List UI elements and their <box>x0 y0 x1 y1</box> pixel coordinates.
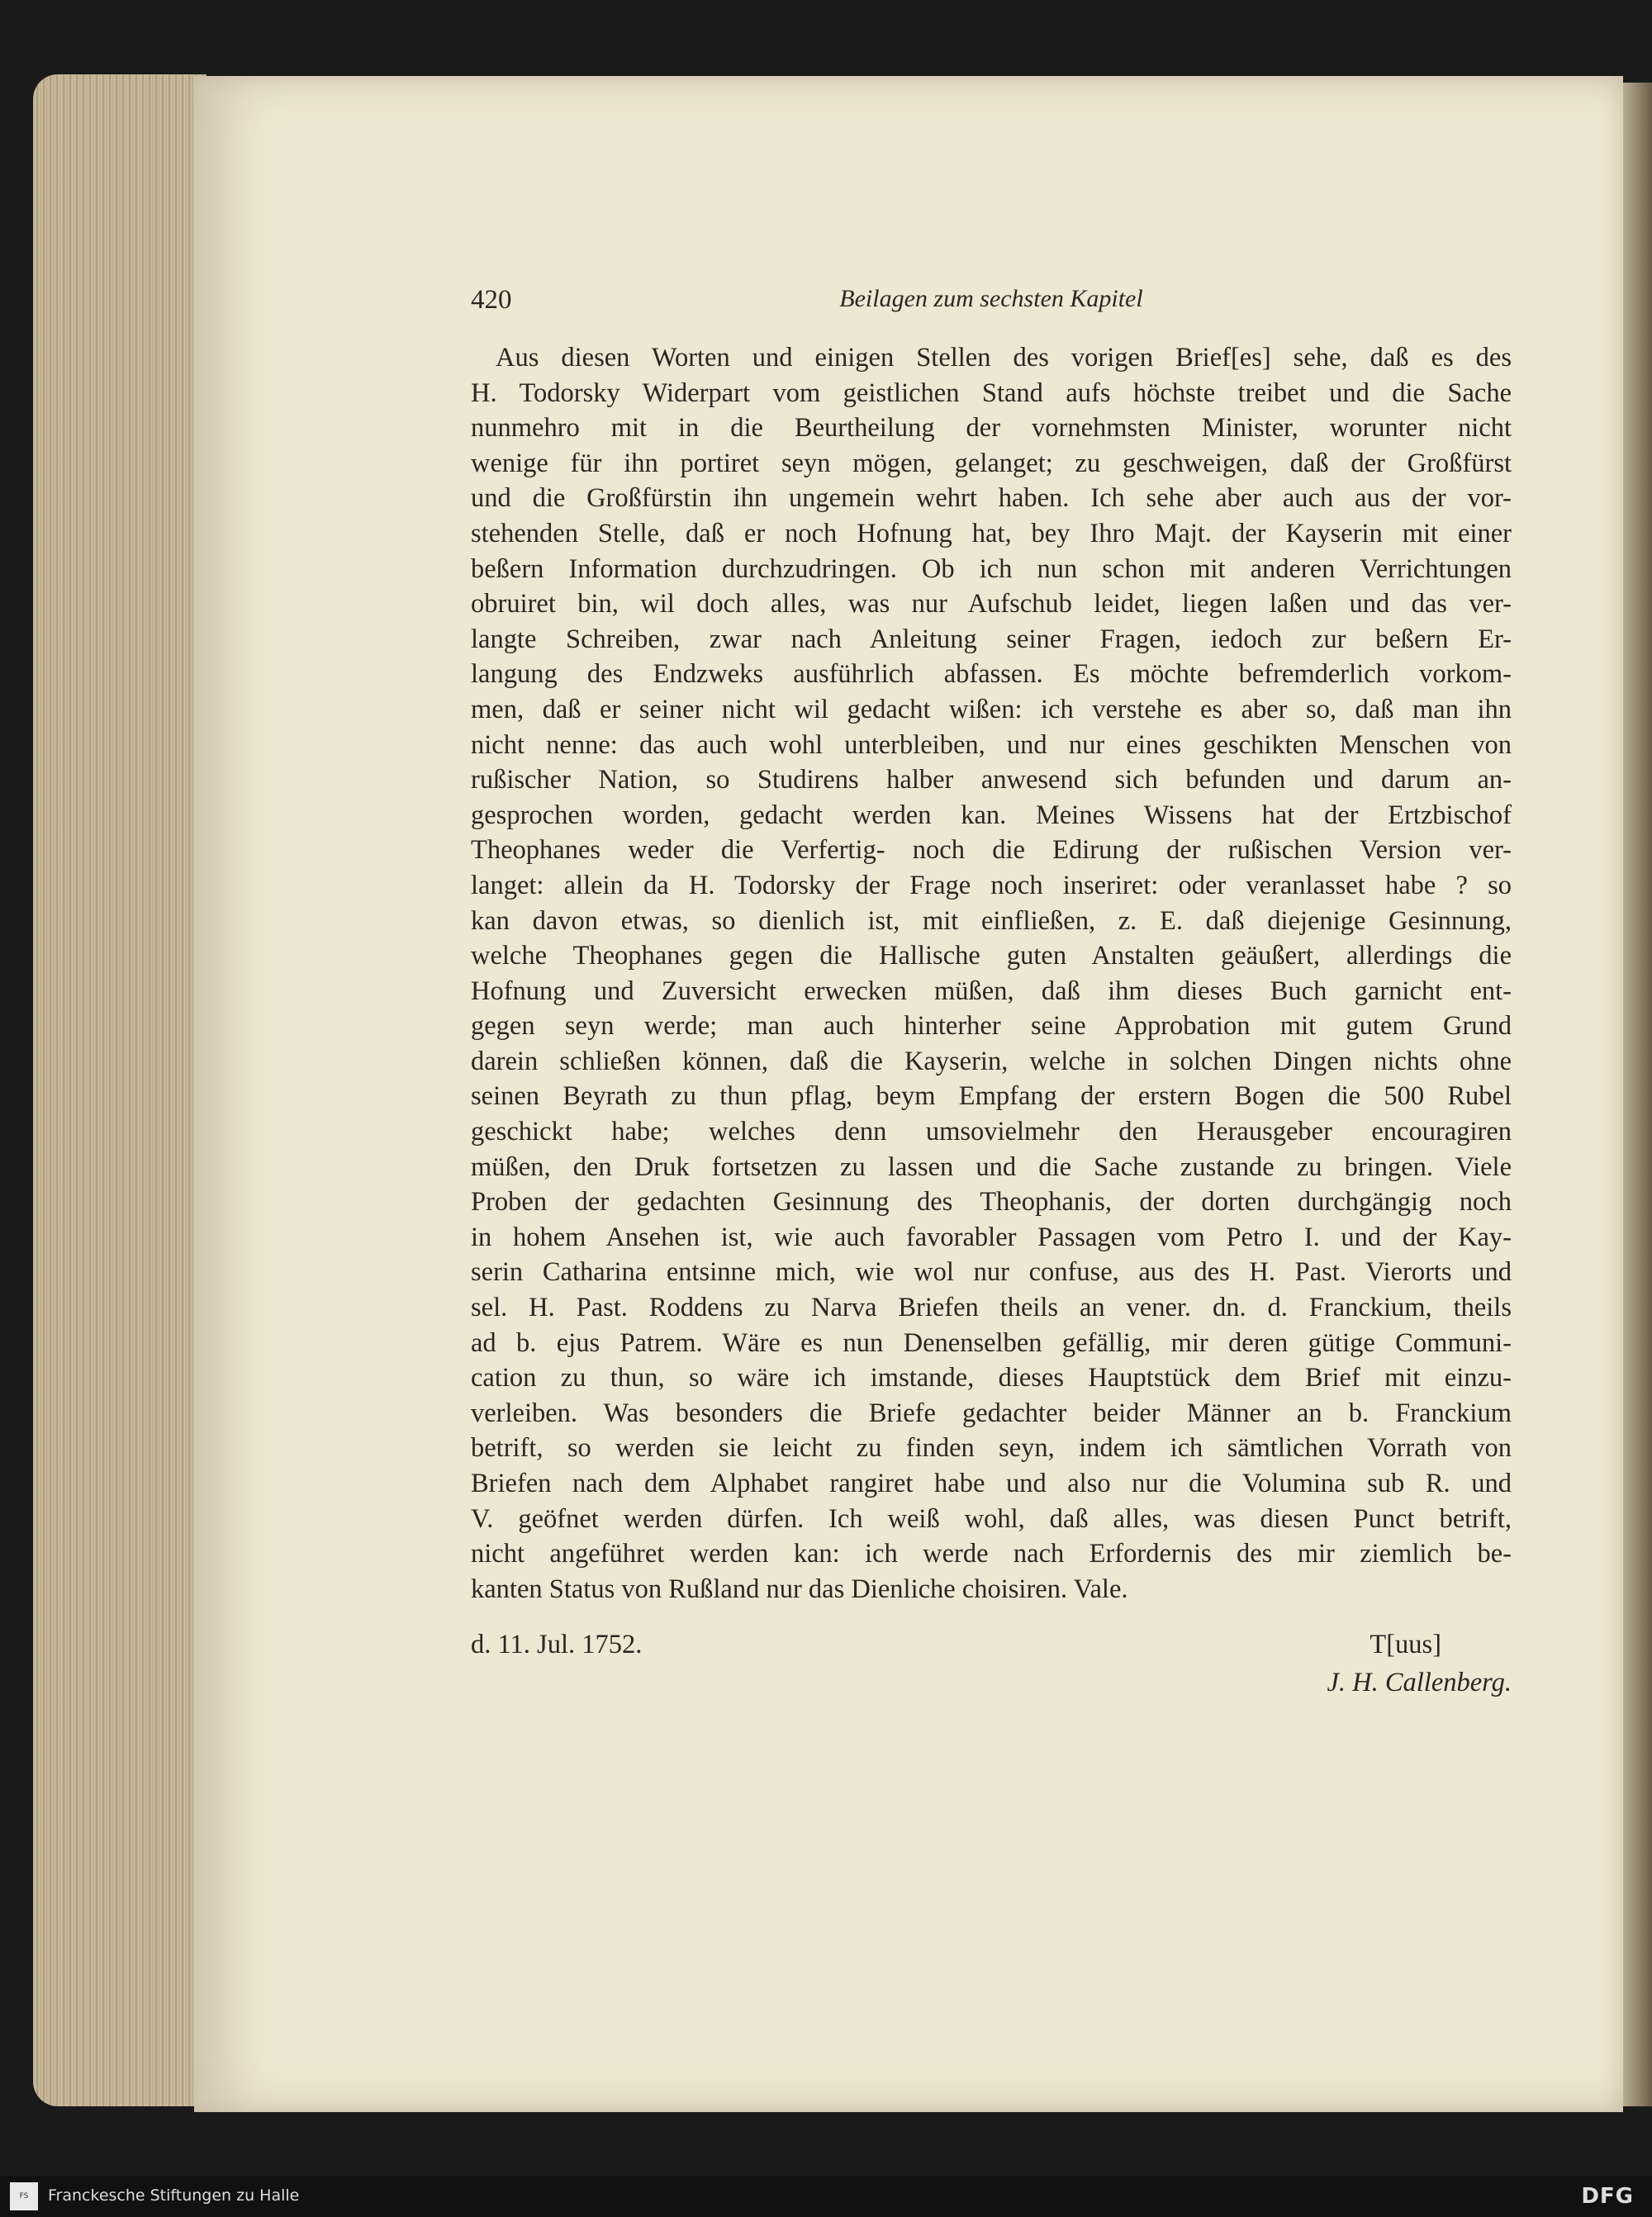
text-line: stehenden Stelle, daß er noch Hofnung hat, bey Ihro Majt. der Kayserin mit einer <box>471 518 1512 548</box>
page-header <box>471 285 1512 318</box>
text-line: beßern Information durchzudringen. Ob ich nun schon mit anderen Verrichtungen <box>471 553 1512 584</box>
text-line: men, daß er seiner nicht wil gedacht wißen: ich verstehe es aber so, daß man ihn <box>471 694 1512 724</box>
text-line: sel. H. Past. Roddens zu Narva Briefen theils an vener. dn. d. Franckium, theils <box>471 1293 1512 1323</box>
text-line: langte Schreiben, zwar nach Anleitung seiner Fragen, iedoch zur beßern Er- <box>471 624 1512 654</box>
text-line: kanten Status von Rußland nur das Dienliche choisiren. Vale. <box>471 1574 1128 1604</box>
text-line: welche Theophanes gegen die Hallische guten Anstalten geäußert, allerdings die <box>471 941 1512 971</box>
text-line: kan davon etwas, so dienlich ist, mit einfließen, z. E. daß diejenige Gesinnung, <box>471 905 1512 936</box>
text-line: V. geöfnet werden dürfen. Ich weiß wohl, daß alles, was diesen Punct betrift, <box>471 1503 1512 1534</box>
institution-logo: FS <box>10 2182 38 2210</box>
text-line: betrift, so werden sie leicht zu finden seyn, indem ich sämtlichen Vorrath von <box>471 1433 1512 1464</box>
text-line: nicht nenne: das auch wohl unterbleiben, und nur eines geschikten Menschen von <box>471 729 1512 760</box>
text-line: verleiben. Was besonders die Briefe gedachter beider Männer an b. Franckium <box>471 1398 1512 1428</box>
text-line: Theophanes weder die Verfertig- noch die Edirung der rußischen Version ver- <box>471 835 1512 866</box>
running-title: Beilagen zum sechsten Kapitel <box>839 285 1143 312</box>
text-line: langung des Endzweks ausführlich abfassen. Es möchte befremderlich vorkom- <box>471 659 1512 690</box>
text-line: in hohem Ansehen ist, wie auch favorabler Passagen vom Petro I. und der Kay- <box>471 1222 1512 1252</box>
text-line: ad b. ejus Patrem. Wäre es nun Denenselben gefällig, mir deren gütige Communi- <box>471 1327 1512 1358</box>
text-line: Hofnung und Zuversicht erwecken müßen, daß ihm dieses Buch garnicht ent- <box>471 976 1512 1006</box>
text-line: wenige für ihn portiret seyn mögen, gelanget; zu geschweigen, daß der Großfürst <box>471 448 1512 478</box>
text-line: seinen Beyrath zu thun pflag, beym Empfang der erstern Bogen die 500 Rubel <box>471 1081 1512 1112</box>
institution-name: Franckesche Stiftungen zu Halle <box>48 2186 300 2205</box>
book-page-edges <box>33 74 206 2106</box>
closing-abbreviation: T[uus] <box>1370 1630 1441 1659</box>
signature: J. H. Callenberg. <box>1327 1668 1512 1697</box>
text-line: serin Catharina entsinne mich, wie wol nur confuse, aus des H. Past. Vierorts und <box>471 1257 1512 1288</box>
body-text <box>471 340 1512 1607</box>
text-line: und die Großfürstin ihn ungemein wehrt haben. Ich sehe aber auch aus der vor- <box>471 483 1512 514</box>
text-line: darein schließen können, daß die Kayserin, welche in solchen Dingen nichts ohne <box>471 1046 1512 1076</box>
text-line: müßen, den Druk fortsetzen zu lassen und die Sache zustande zu bringen. Viele <box>471 1151 1512 1182</box>
text-line: gesprochen worden, gedacht werden kan. Meines Wissens hat der Ertzbischof <box>471 800 1512 830</box>
text-line: H. Todorsky Widerpart vom geistlichen Stand aufs höchste treibet und die Sache <box>471 377 1512 408</box>
text-line: nicht angeführet werden kan: ich werde nach Erfordernis des mir ziemlich be- <box>471 1539 1512 1569</box>
letter-date: d. 11. Jul. 1752. <box>471 1630 643 1659</box>
text-line: Aus diesen Worten und einigen Stellen des vorigen Brief[es] sehe, daß es des <box>496 343 1512 373</box>
text-line: langet: allein da H. Todorsky der Frage noch inseriret: oder veranlasset habe ? so <box>471 870 1512 900</box>
text-line: Proben der gedachten Gesinnung des Theophanis, der dorten durchgängig noch <box>471 1187 1512 1218</box>
text-line: Briefen nach dem Alphabet rangiret habe und also nur die Volumina sub R. und <box>471 1469 1512 1498</box>
letter-closing <box>471 1630 1512 1708</box>
text-line: gegen seyn werde; man auch hinterher seine Approbation mit gutem Grund <box>471 1011 1512 1042</box>
page-number: 420 <box>471 285 512 315</box>
footer-bar <box>0 2176 1652 2217</box>
text-line: obruiret bin, wil doch alles, was nur Aufschub leidet, liegen laßen und das ver- <box>471 589 1512 620</box>
text-line: cation zu thun, so wäre ich imstande, dieses Hauptstück dem Brief mit einzu- <box>471 1363 1512 1393</box>
text-line: geschickt habe; welches denn umsovielmehr den Herausgeber encouragiren <box>471 1117 1512 1147</box>
text-line: nunmehro mit in die Beurtheilung der vornehmsten Minister, worunter nicht <box>471 413 1512 444</box>
text-line: rußischer Nation, so Studirens halber anwesend sich befunden und darum an- <box>471 765 1512 795</box>
dfg-logo: DFG <box>1581 2184 1634 2209</box>
